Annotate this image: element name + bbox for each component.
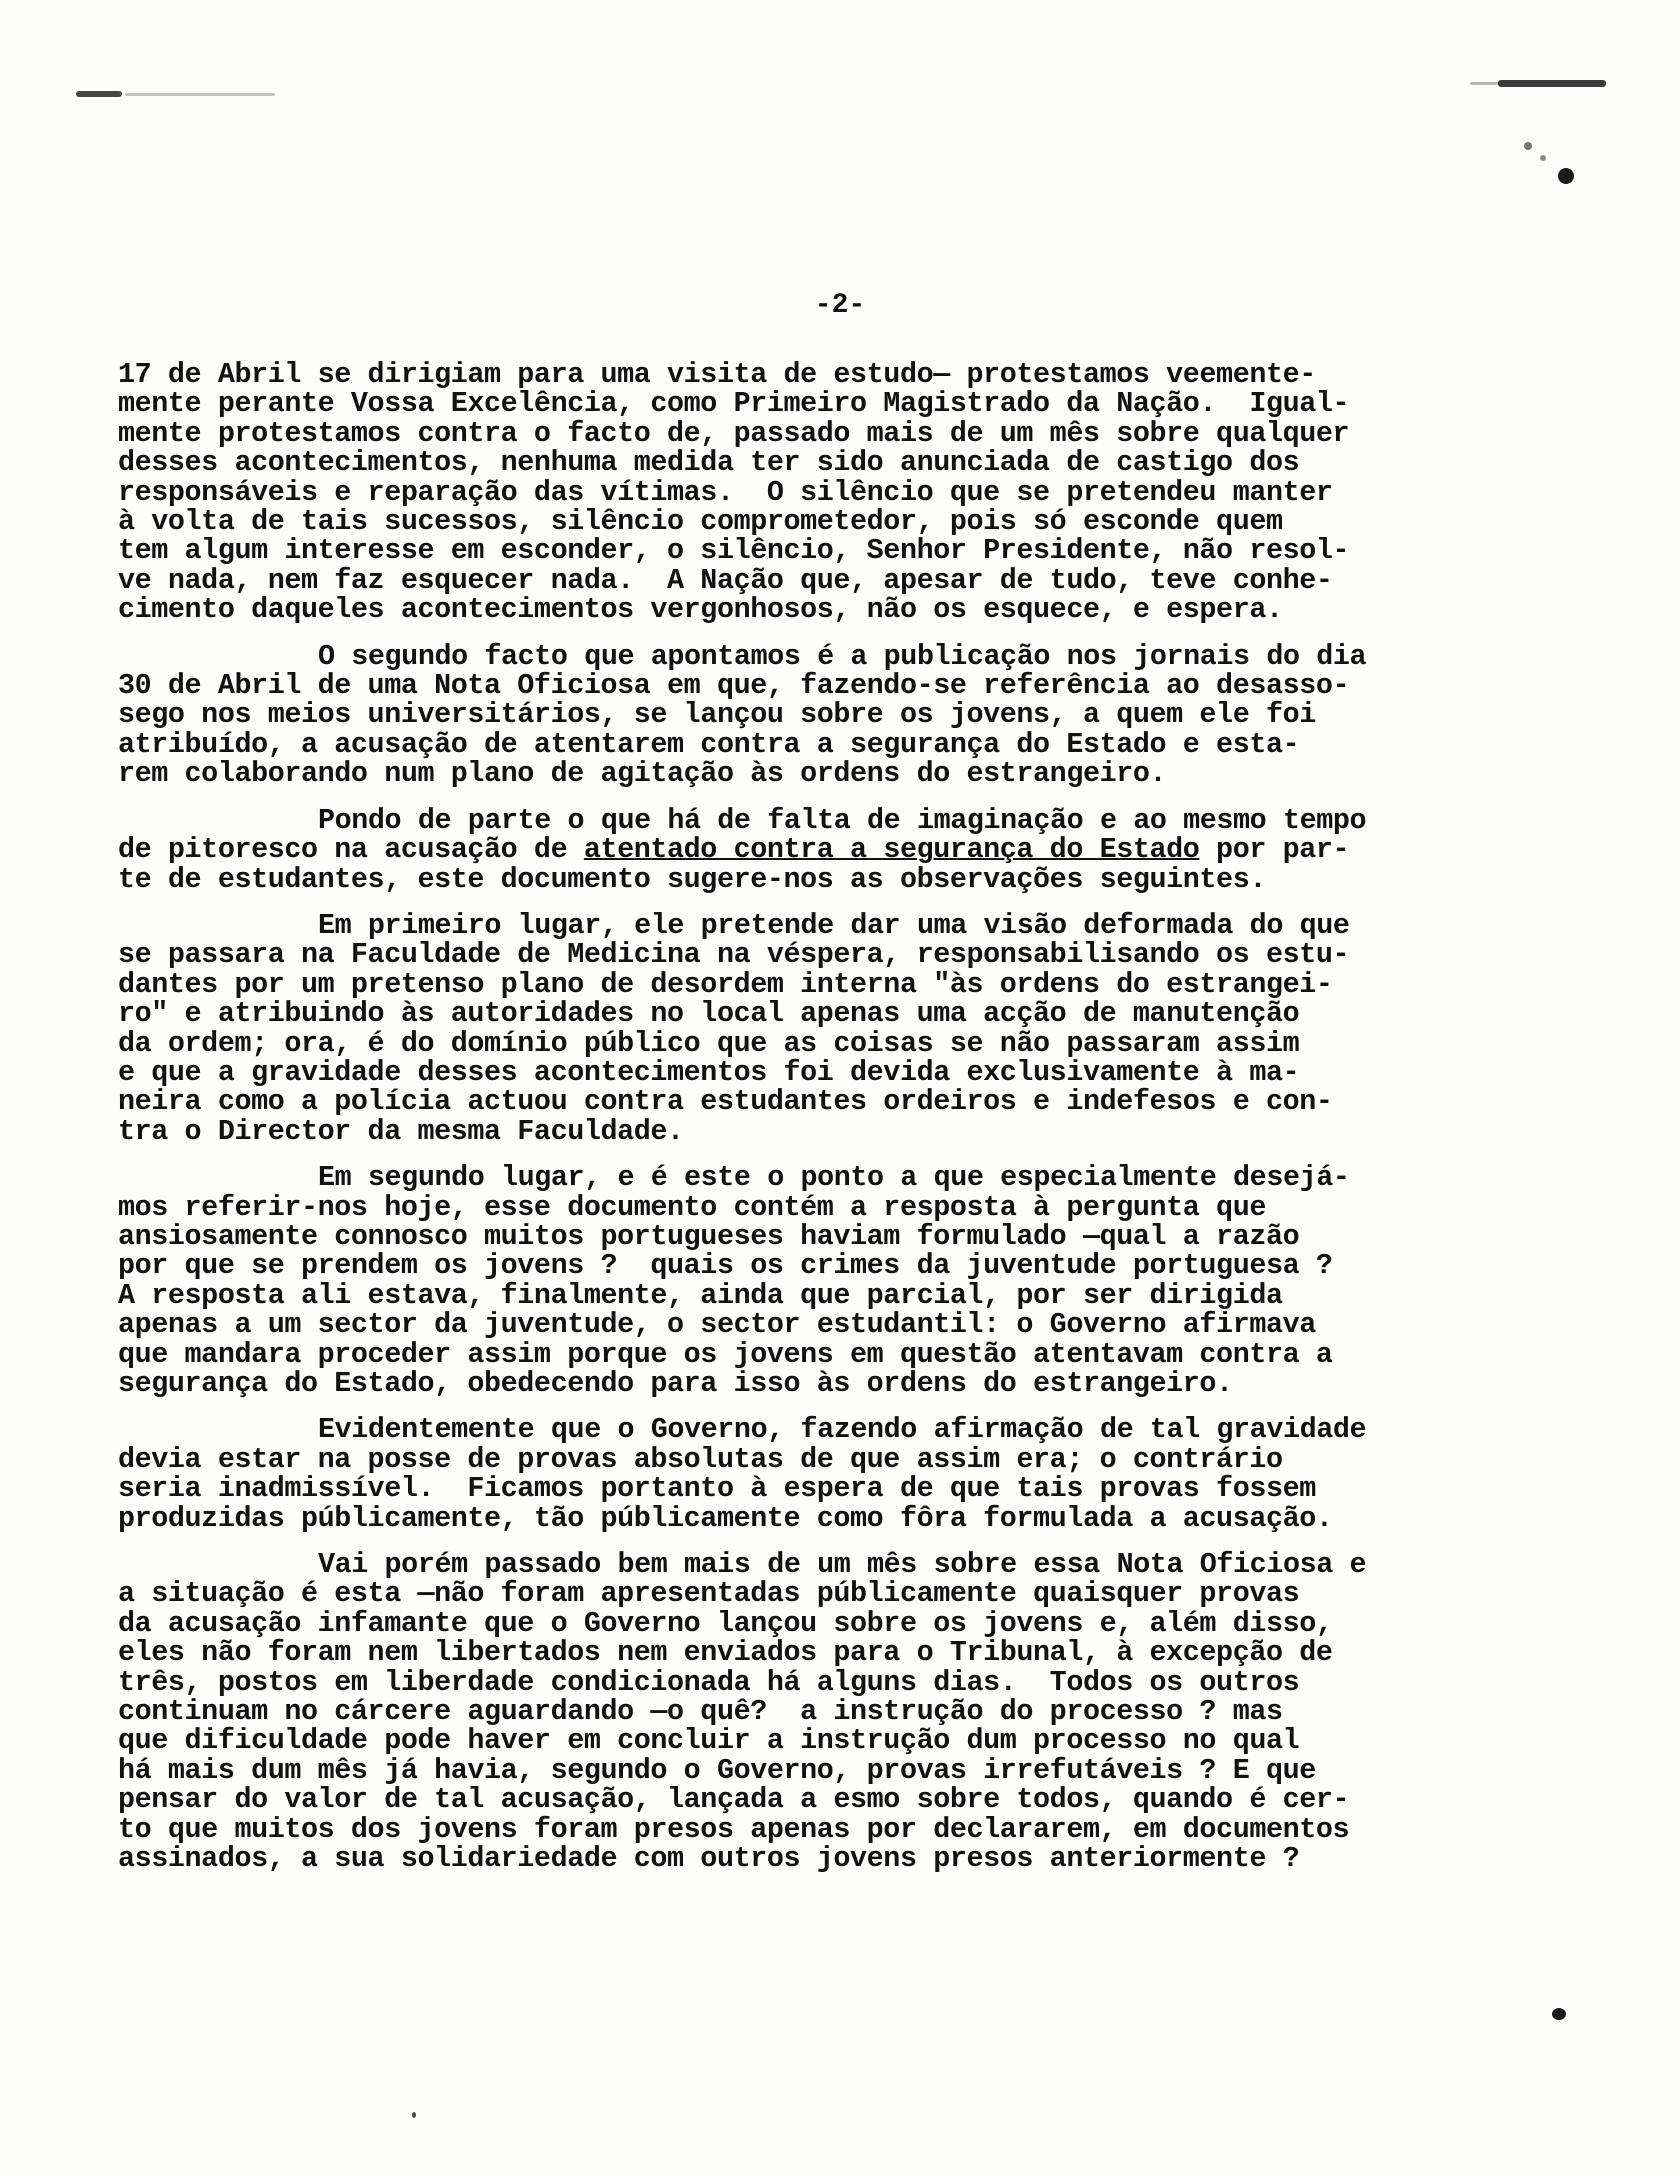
text-line: A resposta ali estava, finalmente, ainda que parcial, por ser dirigida xyxy=(118,1278,1283,1312)
text-line: segurança do Estado, obedecendo para isso às ordens do estrangeiro. xyxy=(118,1367,1233,1400)
text-line: devia estar na posse de provas absolutas de que assim era; o contrário xyxy=(118,1442,1283,1476)
text-line: mos referir-nos hoje, esse documento contém a resposta à pergunta que xyxy=(118,1190,1266,1224)
paragraph-7 xyxy=(118,1548,1598,1876)
paragraph-3 xyxy=(118,803,1598,896)
text-line: a situação é esta —não foram apresentadas públicamente quaisquer provas xyxy=(118,1577,1300,1611)
text-line: pensar do valor de tal acusação, lançada a esmo sobre todos, quando é cer- xyxy=(118,1783,1350,1817)
text-line: há mais dum mês já havia, segundo o Governo, provas irrefutáveis ? E que xyxy=(118,1753,1316,1787)
paragraph-1 xyxy=(118,360,1598,625)
text-line: ansiosamente connosco muitos portugueses haviam formulado —qual a razão xyxy=(118,1219,1300,1253)
letter-body xyxy=(118,360,1598,1891)
ink-dot-top-right xyxy=(1558,168,1574,184)
underlined-phrase: atentado contra a segurança do Estado xyxy=(583,833,1200,867)
text-line: Em segundo lugar, e é este o ponto a que especialmente desejá- xyxy=(318,1161,1350,1195)
text-line: desses acontecimentos, nenhuma medida ter sido anunciada de castigo dos xyxy=(118,446,1300,480)
text-line: assinados, a sua solidariedade com outros jovens presos anteriormente ? xyxy=(118,1842,1300,1876)
text-line: responsáveis e reparação das vítimas. O silêncio que se pretendeu manter xyxy=(118,475,1333,509)
scan-smudge-top-left xyxy=(76,91,122,97)
text-line: seria inadmissível. Ficamos portanto à espera de que tais provas fossem xyxy=(118,1472,1316,1506)
scan-smudge-top-right-faint xyxy=(1470,82,1500,85)
text-line: atribuído, a acusação de atentarem contra a segurança do Estado e esta- xyxy=(118,727,1300,761)
text-line: e que a gravidade desses acontecimentos foi devida exclusivamente à ma- xyxy=(118,1055,1300,1089)
text-line: ro" e atribuindo às autoridades no local apenas uma acção de manutenção xyxy=(118,997,1300,1031)
text-line: 30 de Abril de uma Nota Oficiosa em que, fazendo-se referência ao desasso- xyxy=(118,669,1350,703)
text-line: O segundo facto que apontamos é a publicação nos jornais do dia xyxy=(318,639,1367,673)
text-line: eles não foram nem libertados nem enviados para o Tribunal, à excepção de xyxy=(118,1636,1333,1670)
text-line-with-underline xyxy=(118,833,1598,867)
text-line: cimento daqueles acontecimentos vergonhosos, não os esquece, e espera. xyxy=(118,593,1283,627)
text-line: te de estudantes, este documento sugere-nos as observações seguintes. xyxy=(118,862,1266,896)
text-line: sego nos meios universitários, se lançou sobre os jovens, a quem ele foi xyxy=(118,698,1316,732)
page-number: -2- xyxy=(814,290,866,321)
text-line: que dificuldade pode haver em concluir a instrução dum processo no qual xyxy=(118,1724,1300,1758)
underline-suffix: por par- xyxy=(1199,833,1350,867)
text-line: Em primeiro lugar, ele pretende dar uma visão deformada do que xyxy=(318,908,1350,942)
text-line: à volta de tais sucessos, silêncio comprometedor, pois só esconde quem xyxy=(118,505,1283,539)
text-line: Evidentemente que o Governo, fazendo afirmação de tal gravidade xyxy=(318,1413,1367,1447)
text-line: tem algum interesse em esconder, o silêncio, Senhor Presidente, não resol- xyxy=(118,534,1350,568)
ink-dot-small-2 xyxy=(1540,155,1546,161)
speck-bottom xyxy=(412,2112,416,2118)
text-line: da acusação infamante que o Governo lançou sobre os jovens e, além disso, xyxy=(118,1606,1333,1640)
underline-prefix: de pitoresco na acusação de xyxy=(118,833,584,867)
scan-smudge-top-right xyxy=(1498,80,1606,87)
paragraph-6 xyxy=(118,1415,1598,1533)
paragraph-2 xyxy=(118,639,1598,791)
paragraph-5 xyxy=(118,1163,1598,1398)
paragraph-4 xyxy=(118,908,1598,1148)
ink-dot-small xyxy=(1524,142,1532,150)
text-line: tra o Director da mesma Faculdade. xyxy=(118,1114,684,1148)
text-line: três, postos em liberdade condicionada há alguns dias. Todos os outros xyxy=(118,1665,1300,1699)
text-line: to que muitos dos jovens foram presos apenas por declararem, em documentos xyxy=(118,1812,1350,1846)
text-line: mente protestamos contra o facto de, passado mais de um mês sobre qualquer xyxy=(118,416,1350,450)
text-line: dantes por um pretenso plano de desordem interna "às ordens do estrangei- xyxy=(118,967,1333,1001)
text-line: Vai porém passado bem mais de um mês sobre essa Nota Oficiosa e xyxy=(318,1548,1367,1582)
text-line: ve nada, nem faz esquecer nada. A Nação que, apesar de tudo, teve conhe- xyxy=(118,563,1333,597)
text-line: neira como a polícia actuou contra estudantes ordeiros e indefesos e con- xyxy=(118,1085,1333,1119)
text-line: que mandara proceder assim porque os jovens em questão atentavam contra a xyxy=(118,1337,1333,1371)
ink-blot-right-margin xyxy=(1552,2008,1566,2020)
text-line: por que se prendem os jovens ? quais os crimes da juventude portuguesa ? xyxy=(118,1249,1333,1283)
text-line: rem colaborando num plano de agitação às ordens do estrangeiro. xyxy=(118,757,1167,791)
text-line: da ordem; ora, é do domínio público que as coisas se não passaram assim xyxy=(118,1026,1300,1060)
text-line: apenas a um sector da juventude, o sector estudantil: o Governo afirmava xyxy=(118,1308,1316,1342)
text-line: mente perante Vossa Excelência, como Primeiro Magistrado da Nação. Igual- xyxy=(118,387,1350,421)
text-line: Pondo de parte o que há de falta de imaginação e ao mesmo tempo xyxy=(318,803,1367,837)
scan-smudge-top-left-faint xyxy=(125,93,275,96)
text-line: produzidas públicamente, tão públicamente como fôra formulada a acusação. xyxy=(118,1501,1333,1535)
text-line: continuam no cárcere aguardando —o quê? a instrução do processo ? mas xyxy=(118,1695,1283,1729)
text-line: 17 de Abril se dirigiam para uma visita de estudo— protestamos veemente- xyxy=(118,358,1316,391)
text-line: se passara na Faculdade de Medicina na véspera, responsabilisando os estu- xyxy=(118,938,1350,972)
